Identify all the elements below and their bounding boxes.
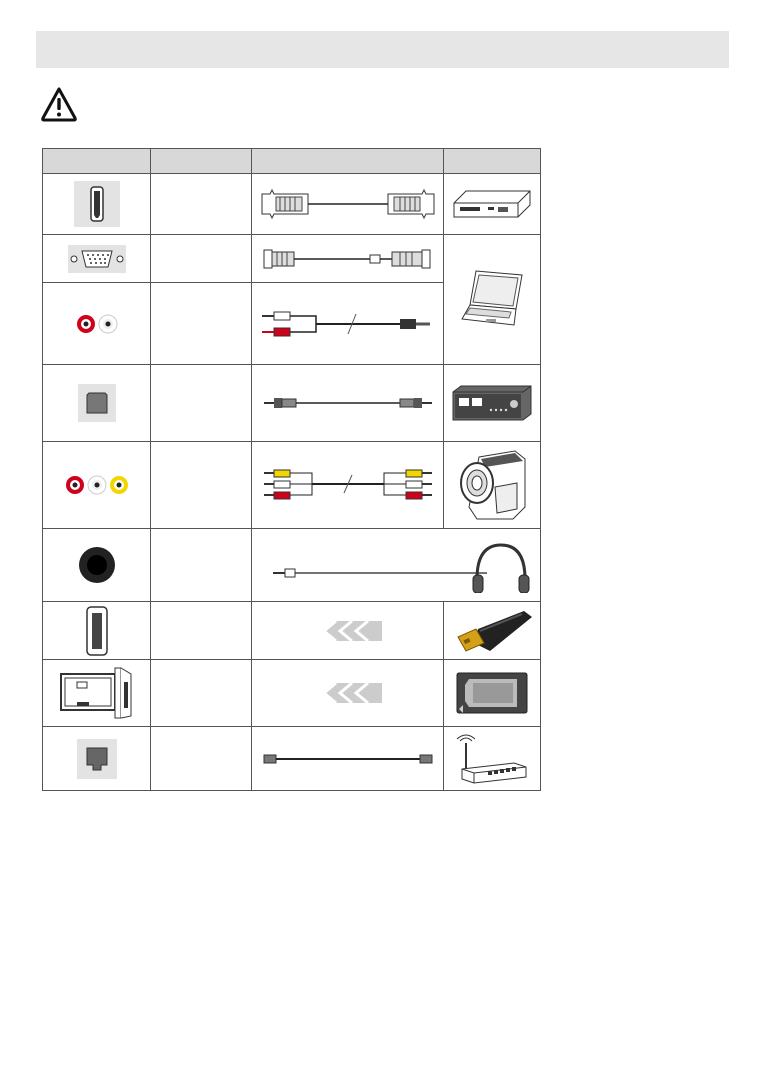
audio-y-cable-icon xyxy=(260,304,436,344)
cable-cell xyxy=(252,235,444,283)
cable-cell xyxy=(252,727,444,791)
ci-module-icon xyxy=(455,671,529,715)
cable-cell xyxy=(252,283,444,365)
composite-cable-icon xyxy=(260,465,436,505)
type-cell xyxy=(151,283,252,365)
port-cell xyxy=(43,442,151,529)
device-cell xyxy=(444,365,541,442)
type-cell xyxy=(151,727,252,791)
wifi-router-icon xyxy=(454,733,530,785)
table-row xyxy=(43,365,541,442)
type-cell xyxy=(151,365,252,442)
cable-cell xyxy=(252,602,444,660)
ethernet-port-icon xyxy=(77,739,117,779)
device-cell xyxy=(444,442,541,529)
device-cell xyxy=(444,602,541,660)
insert-arrows-icon xyxy=(312,681,384,705)
port-cell xyxy=(43,602,151,660)
warning-triangle-icon xyxy=(40,86,78,122)
spdif-optical-port-icon xyxy=(78,384,116,422)
ci-slot-tv-icon xyxy=(57,664,137,722)
av-receiver-icon xyxy=(451,384,533,422)
headphones-icon xyxy=(473,545,529,593)
type-cell xyxy=(151,235,252,283)
composite-av-port-icon xyxy=(64,473,130,497)
type-cell xyxy=(151,529,252,602)
port-cell xyxy=(43,529,151,602)
cable-cell xyxy=(252,365,444,442)
cable-cell xyxy=(252,442,444,529)
port-cell xyxy=(43,283,151,365)
vga-port-icon xyxy=(68,245,126,273)
camcorder-icon xyxy=(455,447,529,523)
cable-device-cell xyxy=(252,529,541,602)
insert-arrows-icon xyxy=(312,619,384,643)
laptop-icon xyxy=(456,267,528,333)
port-cell xyxy=(43,174,151,235)
port-cell xyxy=(43,660,151,727)
port-cell xyxy=(43,365,151,442)
headphone-cable-icon xyxy=(255,537,537,593)
vga-cable-icon xyxy=(260,244,436,274)
table-row xyxy=(43,529,541,602)
header-cell-type xyxy=(151,149,252,174)
table-row xyxy=(43,727,541,791)
header-cell-cables xyxy=(252,149,444,174)
table-row xyxy=(43,442,541,529)
cable-cell xyxy=(252,174,444,235)
headphone-jack-icon xyxy=(77,545,117,585)
table-header-row xyxy=(43,149,541,174)
type-cell xyxy=(151,660,252,727)
device-cell xyxy=(444,727,541,791)
hdmi-cable-icon xyxy=(260,184,436,224)
table-row xyxy=(43,235,541,283)
header-cell-connector xyxy=(43,149,151,174)
optical-cable-icon xyxy=(260,393,436,413)
header-cell-device xyxy=(444,149,541,174)
device-cell xyxy=(444,235,541,365)
type-cell xyxy=(151,174,252,235)
table-row xyxy=(43,602,541,660)
table-row xyxy=(43,174,541,235)
header-band xyxy=(36,31,729,68)
type-cell xyxy=(151,602,252,660)
type-cell xyxy=(151,442,252,529)
connections-table xyxy=(42,148,541,791)
hdmi-port-icon xyxy=(74,181,120,227)
port-cell xyxy=(43,727,151,791)
dvd-recorder-icon xyxy=(452,187,532,221)
device-cell xyxy=(444,174,541,235)
table-row xyxy=(43,660,541,727)
port-cell xyxy=(43,235,151,283)
cable-cell xyxy=(252,660,444,727)
usb-stick-icon xyxy=(450,609,534,653)
usb-port-icon xyxy=(85,605,109,657)
device-cell xyxy=(444,660,541,727)
ethernet-cable-icon xyxy=(260,751,436,767)
audio-lr-port-icon xyxy=(74,312,120,336)
